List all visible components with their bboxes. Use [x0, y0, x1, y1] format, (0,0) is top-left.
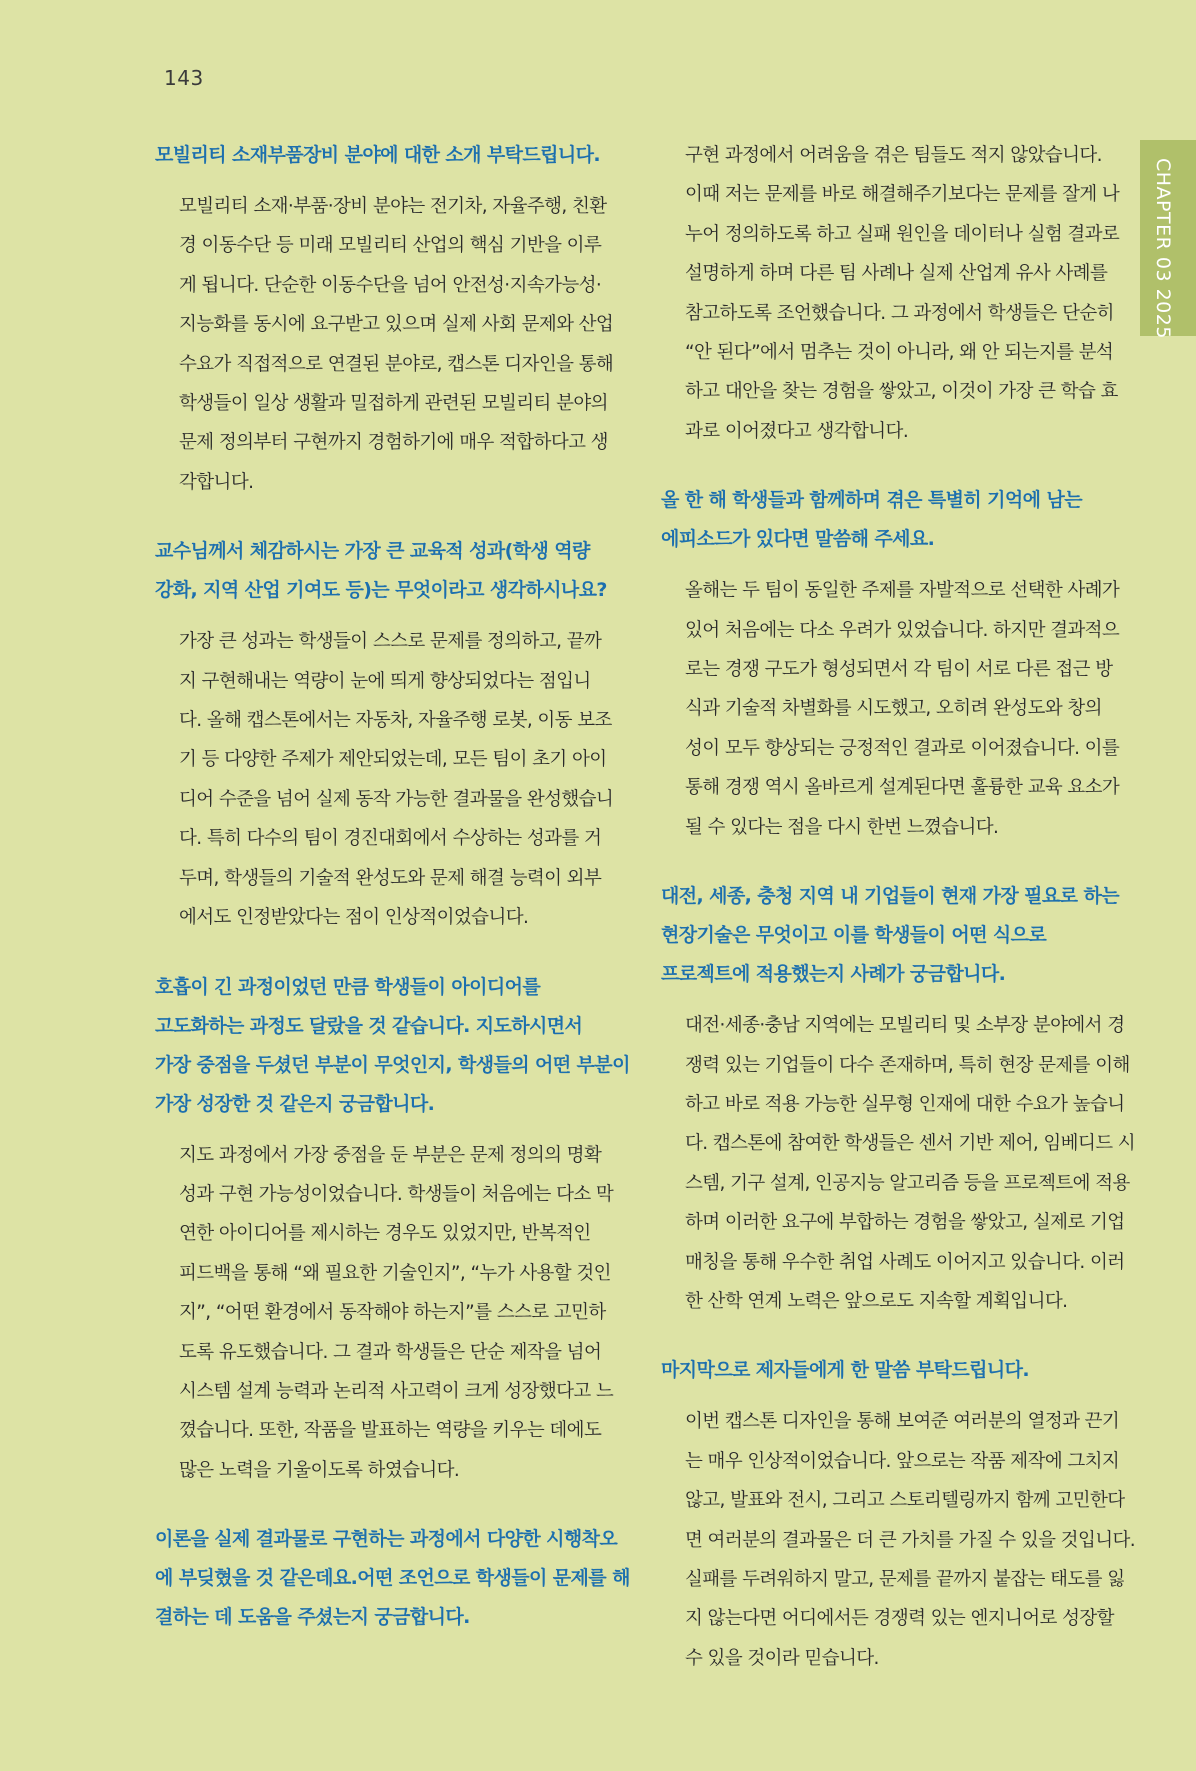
text-line: 설명하게 하며 다른 팀 사례나 실제 산업계 유사 사례를 — [685, 263, 1108, 285]
text-line: 경 이동수단 등 미래 모빌리티 산업의 핵심 기반을 이루 — [179, 235, 602, 257]
text-line: 시스템 설계 능력과 논리적 사고력이 크게 성장했다고 느 — [179, 1380, 614, 1402]
text-line: 참고하도록 조언했습니다. 그 과정에서 학생들은 단순히 — [685, 302, 1114, 324]
text-line: 올 한 해 학생들과 함께하며 겪은 특별히 기억에 남는 — [661, 489, 1082, 512]
text-line: 하며 이러한 요구에 부합하는 경험을 쌓았고, 실제로 기업 — [685, 1212, 1125, 1234]
text-line: 수요가 직접적으로 연결된 분야로, 캡스톤 디자인을 통해 — [179, 353, 614, 375]
answer-paragraph — [155, 1136, 614, 1491]
question-heading — [155, 1520, 630, 1637]
text-line: 다. 특히 다수의 팀이 경진대회에서 수상하는 성과를 거 — [179, 828, 602, 850]
text-line: 가장 큰 성과는 학생들이 스스로 문제를 정의하고, 끝까 — [179, 631, 602, 653]
text-line: 기 등 다양한 주제가 제안되었는데, 모든 팀이 초기 아이 — [179, 749, 607, 771]
text-line: 가장 중점을 두셨던 부분이 무엇인지, 학생들의 어떤 부분이 — [155, 1053, 630, 1076]
text-line: 결하는 데 도움을 주셨는지 궁금합니다. — [155, 1606, 470, 1629]
text-line: 성이 모두 향상되는 긍정적인 결과로 이어졌습니다. 이를 — [685, 737, 1120, 759]
answer-paragraph — [661, 1402, 1136, 1678]
text-line: 수 있을 것이라 믿습니다. — [685, 1647, 879, 1669]
text-line: 고도화하는 과정도 달랐을 것 같습니다. 지도하시면서 — [155, 1014, 583, 1037]
text-line: “안 된다”에서 멈추는 것이 아니라, 왜 안 되는지를 분석 — [685, 342, 1114, 364]
chapter-label: CHAPTER 03 2025 — [1152, 158, 1174, 339]
text-line: 대전·세종·충남 지역에는 모빌리티 및 소부장 분야에서 경 — [685, 1015, 1125, 1037]
text-line: 실패를 두려워하지 말고, 문제를 끝까지 붙잡는 태도를 잃 — [685, 1568, 1125, 1590]
text-line: 로는 경쟁 구도가 형성되면서 각 팀이 서로 다른 접근 방 — [685, 659, 1113, 681]
page-number: 143 — [164, 66, 204, 90]
question-heading — [661, 877, 1119, 994]
text-line: 많은 노력을 기울이도록 하였습니다. — [179, 1459, 460, 1481]
text-line: 올해는 두 팀이 동일한 주제를 자발적으로 선택한 사례가 — [685, 580, 1120, 602]
text-line: 다. 올해 캡스톤에서는 자동차, 자율주행 로봇, 이동 보조 — [179, 710, 612, 732]
text-line: 에서도 인정받았다는 점이 인상적이었습니다. — [179, 907, 529, 929]
text-line: 식과 기술적 차별화를 시도했고, 오히려 완성도와 창의 — [685, 698, 1102, 720]
answer-paragraph — [661, 136, 1120, 451]
left-column — [155, 136, 630, 1637]
answer-paragraph — [155, 622, 614, 937]
text-line: 가장 성장한 것 같은지 궁금합니다. — [155, 1092, 435, 1115]
question-heading — [155, 136, 605, 175]
text-line: 않고, 발표와 전시, 그리고 스토리텔링까지 함께 고민한다 — [685, 1490, 1125, 1512]
text-line: 연한 아이디어를 제시하는 경우도 있었지만, 반복적인 — [179, 1223, 591, 1245]
text-line: 는 매우 인상적이었습니다. 앞으로는 작품 제작에 그치지 — [685, 1450, 1120, 1472]
question-heading — [661, 481, 1111, 559]
text-line: 꼈습니다. 또한, 작품을 발표하는 역량을 키우는 데에도 — [179, 1420, 602, 1442]
text-line: 각합니다. — [179, 471, 254, 493]
text-line: 에피소드가 있다면 말씀해 주세요. — [661, 528, 935, 551]
text-line: 하고 바로 적용 가능한 실무형 인재에 대한 수요가 높습니 — [685, 1093, 1125, 1115]
text-line: 게 됩니다. 단순한 이동수단을 넘어 안전성·지속가능성· — [179, 274, 602, 296]
text-line: 하고 대안을 찾는 경험을 쌓았고, 이것이 가장 큰 학습 효 — [685, 381, 1118, 403]
text-line: 매칭을 통해 우수한 취업 사례도 이어지고 있습니다. 이러 — [685, 1251, 1125, 1273]
text-line: 다. 캡스톤에 참여한 학생들은 센서 기반 제어, 임베디드 시 — [685, 1133, 1136, 1155]
text-line: 이번 캡스톤 디자인을 통해 보여준 여러분의 열정과 끈기 — [685, 1411, 1120, 1433]
question-heading — [155, 532, 605, 610]
text-line: 도록 유도했습니다. 그 결과 학생들은 단순 제작을 넘어 — [179, 1341, 602, 1363]
text-line: 쟁력 있는 기업들이 다수 존재하며, 특히 현장 문제를 이해 — [685, 1054, 1130, 1076]
text-line: 피드백을 통해 “왜 필요한 기술인지”, “누가 사용할 것인 — [179, 1262, 611, 1284]
text-line: 이때 저는 문제를 바로 해결해주기보다는 문제를 잘게 나 — [685, 184, 1120, 206]
text-line: 이론을 실제 결과물로 구현하는 과정에서 다양한 시행착오 — [155, 1528, 618, 1551]
text-line: 지”, “어떤 환경에서 동작해야 하는지”를 스스로 고민하 — [179, 1302, 606, 1324]
text-line: 있어 처음에는 다소 우려가 있었습니다. 하지만 결과적으 — [685, 619, 1120, 641]
question-heading — [155, 968, 630, 1124]
text-line: 모빌리티 소재·부품·장비 분야는 전기차, 자율주행, 친환 — [179, 196, 607, 217]
text-line: 누어 정의하도록 하고 실패 원인을 데이터나 실험 결과로 — [685, 223, 1120, 245]
text-line: 호흡이 긴 과정이었던 만큼 학생들이 아이디어를 — [155, 975, 541, 998]
text-line: 구현 과정에서 어려움을 겪은 팀들도 적지 않았습니다. — [685, 145, 1102, 166]
text-line: 통해 경쟁 역시 올바르게 설계된다면 훌륭한 교육 요소가 — [685, 777, 1120, 799]
text-line: 지도 과정에서 가장 중점을 둔 부분은 문제 정의의 명확 — [179, 1144, 602, 1166]
text-line: 마지막으로 제자들에게 한 말씀 부탁드립니다. — [661, 1359, 1030, 1382]
text-line: 디어 수준을 넘어 실제 동작 가능한 결과물을 완성했습니 — [179, 788, 614, 810]
text-line: 면 여러분의 결과물은 더 큰 가치를 가질 수 있을 것입니다. — [685, 1529, 1136, 1551]
text-line: 교수님께서 체감하시는 가장 큰 교육적 성과(학생 역량 — [155, 540, 590, 563]
text-line: 과로 이어졌다고 생각합니다. — [685, 420, 909, 442]
text-line: 대전, 세종, 충청 지역 내 기업들이 현재 가장 필요로 하는 — [661, 885, 1119, 908]
text-line: 지 구현해내는 역량이 눈에 띄게 향상되었다는 점입니 — [179, 670, 591, 692]
text-line: 스템, 기구 설계, 인공지능 알고리즘 등을 프로젝트에 적용 — [685, 1172, 1130, 1194]
text-line: 문제 정의부터 구현까지 경험하기에 매우 적합하다고 생 — [179, 432, 608, 454]
text-line: 모빌리티 소재부품장비 분야에 대한 소개 부탁드립니다. — [155, 144, 601, 166]
text-line: 한 산학 연계 노력은 앞으로도 지속할 계획입니다. — [685, 1290, 1068, 1312]
answer-paragraph — [155, 187, 614, 502]
right-column — [661, 136, 1136, 1678]
answer-paragraph — [661, 571, 1120, 847]
question-heading — [661, 1351, 1111, 1390]
text-line: 학생들이 일상 생활과 밀접하게 관련된 모빌리티 분야의 — [179, 393, 608, 415]
chapter-tab — [1140, 140, 1196, 339]
text-line: 강화, 지역 산업 기여도 등)는 무엇이라고 생각하시나요? — [155, 579, 607, 602]
text-line: 에 부딪혔을 것 같은데요.어떤 조언으로 학생들이 문제를 해 — [155, 1567, 630, 1590]
text-line: 될 수 있다는 점을 다시 한번 느꼈습니다. — [685, 816, 999, 838]
text-line: 프로젝트에 적용했는지 사례가 궁금합니다. — [661, 963, 1006, 986]
text-line: 지 않는다면 어디에서든 경쟁력 있는 엔지니어로 성장할 — [685, 1608, 1114, 1630]
answer-paragraph — [661, 1006, 1136, 1321]
text-line: 성과 구현 가능성이었습니다. 학생들이 처음에는 다소 막 — [179, 1183, 614, 1205]
text-line: 현장기술은 무엇이고 이를 학생들이 어떤 식으로 — [661, 924, 1047, 947]
text-line: 두며, 학생들의 기술적 완성도와 문제 해결 능력이 외부 — [179, 867, 602, 889]
text-line: 지능화를 동시에 요구받고 있으며 실제 사회 문제와 산업 — [179, 314, 614, 336]
